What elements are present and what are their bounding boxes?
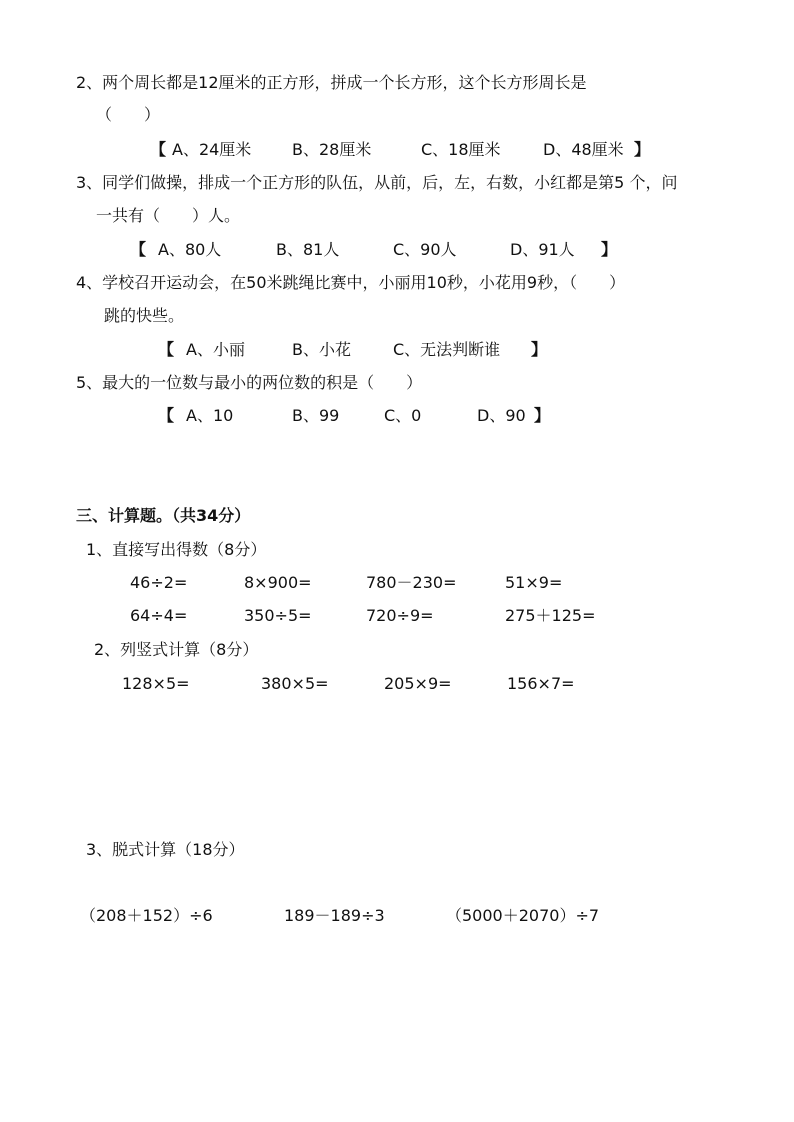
q5-option-a: A、10 — [186, 406, 234, 425]
part2-problem: 205×9= — [384, 674, 452, 693]
q4-stem-line1: 4、学校召开运动会，在50米跳绳比赛中，小丽用10秒，小花用9秒，（ ） — [76, 273, 626, 292]
q4-bracket-open: 【 — [158, 340, 175, 359]
part3-problem: 189－189÷3 — [284, 906, 385, 925]
q5-bracket-close: 】 — [534, 406, 551, 425]
part2-problem: 380×5= — [261, 674, 329, 693]
part2-title: 2、列竖式计算（8分） — [94, 640, 259, 659]
q2-option-b: B、28厘米 — [292, 140, 372, 159]
q3-stem-line2: 一共有（ ）人。 — [96, 206, 241, 225]
q2-bracket-close: 】 — [634, 140, 651, 159]
q5-bracket-open: 【 — [158, 406, 175, 425]
q2-stem: 2、两个周长都是12厘米的正方形，拼成一个长方形，这个长方形周长是 — [76, 73, 587, 92]
part1-problem: 8×900= — [244, 573, 312, 592]
q4-option-b: B、小花 — [292, 340, 351, 359]
part3-problem: （208＋152）÷6 — [80, 906, 213, 925]
q3-option-c: C、90人 — [393, 240, 457, 259]
q2-option-d: D、48厘米 — [543, 140, 624, 159]
part1-title: 1、直接写出得数（8分） — [86, 540, 267, 559]
q4-option-c: C、无法判断谁 — [393, 340, 501, 359]
q5-stem: 5、最大的一位数与最小的两位数的积是（ ） — [76, 373, 423, 392]
part1-problem: 46÷2= — [130, 573, 188, 592]
q2-option-a: A、24厘米 — [172, 140, 252, 159]
part2-problem: 156×7= — [507, 674, 575, 693]
q3-bracket-close: 】 — [601, 240, 618, 259]
q3-option-a: A、80人 — [158, 240, 222, 259]
q4-stem-line2: 跳的快些。 — [104, 306, 185, 325]
part2-problem: 128×5= — [122, 674, 190, 693]
part3-problem: （5000＋2070）÷7 — [446, 906, 600, 925]
part1-problem: 780－230= — [366, 573, 457, 592]
q3-stem-line1: 3、同学们做操，排成一个正方形的队伍，从前，后，左，右数，小红都是第5 个，问 — [76, 173, 678, 192]
q5-option-b: B、99 — [292, 406, 340, 425]
part1-problem: 350÷5= — [244, 606, 312, 625]
q5-option-c: C、0 — [384, 406, 422, 425]
q2-answer-blank: （ ） — [96, 105, 161, 124]
q5-option-d: D、90 — [477, 406, 526, 425]
q2-option-c: C、18厘米 — [421, 140, 501, 159]
q4-bracket-close: 】 — [531, 340, 548, 359]
q3-option-d: D、91人 — [510, 240, 575, 259]
q3-option-b: B、81人 — [276, 240, 340, 259]
q2-bracket-open: 【 — [150, 140, 167, 159]
part1-problem: 720÷9= — [366, 606, 434, 625]
part3-title: 3、脱式计算（18分） — [86, 840, 245, 859]
q3-bracket-open: 【 — [130, 240, 147, 259]
q4-option-a: A、小丽 — [186, 340, 245, 359]
part1-problem: 51×9= — [505, 573, 563, 592]
section3-title: 三、计算题。（共34分） — [76, 506, 251, 525]
part1-problem: 275＋125= — [505, 606, 596, 625]
part1-problem: 64÷4= — [130, 606, 188, 625]
